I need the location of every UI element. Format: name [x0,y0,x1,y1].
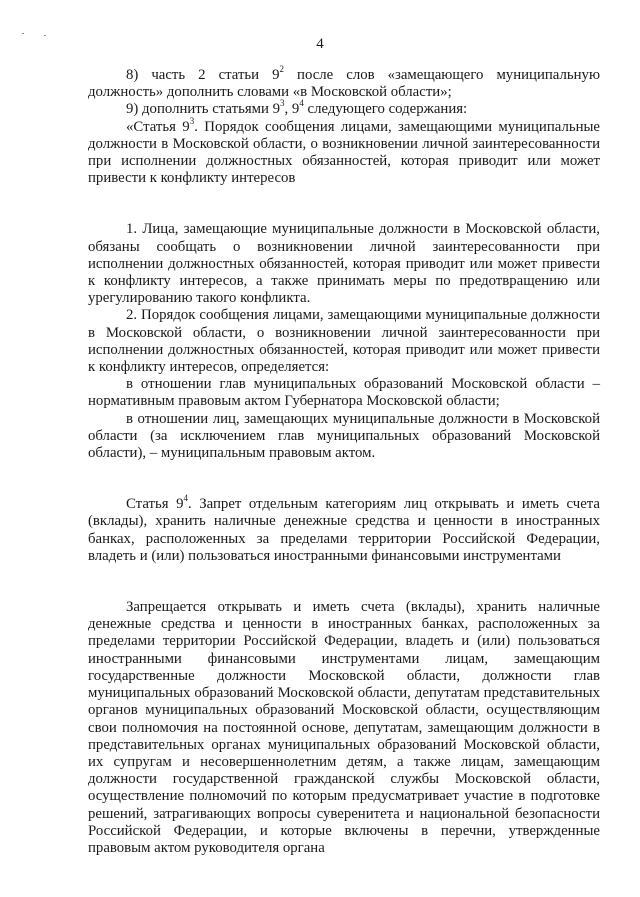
article-9-3-heading: «Статья $9^3$. Порядок сообщения лицами, замещающими муниципальные должности в Московской области, о возникновении личной заинтересованности при исполнении должностных обязанностей, которая приводит или может привести к конфликту интересов [88,115,600,187]
paragraph-item-9: 9) дополнить статьями $9^3$, $9^4$ следующего содержания: [126,98,468,118]
article-9-4-body: Запрещается открывать и иметь счета (вклады), хранить наличные денежные средства и ценности в иностранных банках, расположенных за пределами территории Российской Федерации, владеть и (или) пользоваться иностранными финансовыми инструментами лицам, замещающим государственные должности Московской области, должности глав муниципальных образований Московской области, депутатам представительных органов муниципальных образований Московской области, осуществляющим свои полномочия на постоянной основе, депутатам, замещающим должности в представительных органах муниципальных образований Московской области, их супругам и несовершеннолетним детям, а также лицам, замещающим должности государственной гражданской службы Московской области, осуществление полномочий по которым предусматривает участие в подготовке решений, затрагивающих вопросы суверенитета и национальной безопасности Российской Федерации, и которые включены в перечни, утвержденные правовым актом руководителя органа [88,599,600,856]
article-9-4-heading: Статья $9^4$. Запрет отдельным категориям лиц открывать и иметь счета (вклады), хранить наличные денежные средства и ценности в иностранных банках, расположенных за пределами территории Российской Федерации, владеть и (или) пользоваться иностранными финансовыми инструментами [88,493,601,564]
paragraph-item-8: 8) часть 2 статьи $9^2$ после слов «замещающего муниципальную должность» дополнить словами «в Московской области»; [88,64,600,101]
article-9-3-clause-2: 2. Порядок сообщения лицами, замещающими муниципальные должности в Московской области, о возникновении личной заинтересованности при исполнении должностных обязанностей, которая приводит или может привести к конфликту интересов, определяется: [88,307,600,376]
article-9-3-clause-2-heads: в отношении глав муниципальных образований Московской области – нормативным правовым актом Губернатора Московской области; [88,376,600,410]
article-9-3-clause-2-others: в отношении лиц, замещающих муниципальные должности в Московской области (за исключением глав муниципальных образований Московской области), – муниципальным правовым актом. [88,410,600,462]
scan-speck [22,33,24,34]
page-number: 4 [316,36,324,52]
document-body [88,64,601,857]
article-9-3-clause-1: 1. Лица, замещающие муниципальные должности в Московской области, обязаны сообщать о возникновении личной заинтересованности при исполнении должностных обязанностей, которая приводит или может привести к конфликту интересов, а также принимать меры по предотвращению или урегулированию такого конфликта. [88,221,600,307]
